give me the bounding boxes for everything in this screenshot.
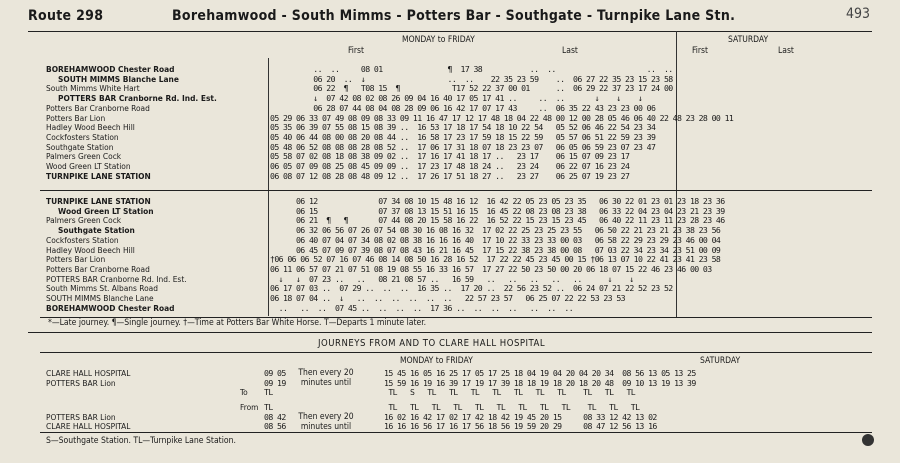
stop-times: .. .. .. 07 45 .. .. .. .. 17 36 .. .. .. .. .. .. .. bbox=[270, 302, 574, 313]
stop-times: 06 18 07 04 .. ↓ .. .. .. .. .. .. 22 57 23 57 06 25 07 22 22 53 23 53 bbox=[270, 293, 626, 303]
stop-label: Southgate Station bbox=[46, 141, 114, 152]
clare-times: 16 16 16 56 17 16 17 56 18 56 19 59 20 29 08 47 12 56 13 16 bbox=[384, 421, 657, 431]
stop-times: 05 40 06 44 08 00 08 20 08 44 .. 16 58 17 23 17 59 18 15 22 59 05 57 06 51 22 59 23 39 bbox=[270, 131, 656, 142]
stop-times: 06 40 07 04 07 34 08 02 08 38 16 16 16 40 17 10 22 33 23 33 00 03 06 58 22 29 23 29 23 46 00 04 bbox=[270, 234, 721, 245]
sat-heading: SATURDAY bbox=[728, 35, 769, 45]
clare-first-time: 08 42 bbox=[264, 411, 286, 422]
stop-times: 05 48 06 52 08 08 08 28 08 52 .. 17 06 17 31 18 07 18 23 23 07 06 05 06 59 23 07 23 47 bbox=[270, 141, 656, 152]
stop-label: Palmers Green Cock bbox=[46, 215, 122, 226]
stop-label: Potters Bar Lion bbox=[46, 254, 106, 265]
stop-times: 06 15 07 37 08 13 15 51 16 15 16 45 22 08 23 08 23 38 06 33 22 04 23 04 23 21 23 39 bbox=[270, 205, 725, 216]
stop-label: Cockfosters Station bbox=[46, 234, 119, 245]
stop-times: 06 28 07 44 08 04 08 28 09 06 16 42 17 07 17 43 .. 06 35 22 43 23 23 00 06 bbox=[270, 102, 656, 113]
stop-times: ↓ ↓ 07 23 .. .. 08 21 08 57 .. 16 59 .. .. .. .. .. ↓ ↓ bbox=[270, 273, 634, 284]
sat-first-label: First bbox=[692, 46, 709, 56]
route-title: Borehamwood - South Mimms - Potters Bar - Southgate - Turnpike Lane Stn. bbox=[172, 8, 736, 24]
stop-label: TURNPIKE LANE STATION bbox=[46, 170, 151, 181]
stop-label: TURNPIKE LANE STATION bbox=[46, 196, 151, 206]
clare-times: 15 45 16 05 16 25 17 05 17 25 18 04 19 04 20 04 20 34 08 56 13 05 13 25 bbox=[384, 368, 696, 378]
stop-times: †06 06 06 52 07 16 07 46 08 14 08 50 16 28 16 52 17 22 22 45 23 45 00 15 †06 13 07 10 22 41 23 41 23 58 bbox=[270, 254, 721, 265]
stop-label: POTTERS BAR Cranborne Rd. Ind. Est. bbox=[46, 273, 187, 284]
mf-last-label: Last bbox=[562, 46, 578, 56]
stop-times: .. .. 08 01 ¶ 17 38 .. .. .. .. bbox=[270, 64, 673, 74]
clare-top-rule bbox=[28, 332, 872, 333]
stop-label: BOREHAMWOOD Chester Road bbox=[46, 302, 175, 313]
stop-label: Potters Bar Lion bbox=[46, 112, 106, 123]
stop-times: 05 58 07 02 08 18 08 38 09 02 .. 17 16 17 41 18 17 .. 23 17 06 15 07 09 23 17 bbox=[270, 151, 630, 162]
stop-divider bbox=[268, 58, 269, 316]
stop-label: Potters Bar Cranborne Road bbox=[46, 102, 150, 113]
clare-heading: JOURNEYS FROM AND TO CLARE HALL HOSPITAL bbox=[318, 338, 546, 349]
stop-times: 06 12 07 34 08 10 15 48 16 12 16 42 22 05 23 05 23 35 06 30 22 01 23 01 23 18 23 36 bbox=[270, 196, 725, 206]
stop-times: 06 21 ¶ ¶ 07 44 08 20 15 58 16 22 16 52 22 15 23 15 23 45 06 40 22 11 23 11 23 28 23 46 bbox=[270, 215, 725, 226]
stop-label: BOREHAMWOOD Chester Road bbox=[46, 64, 175, 74]
clare-stop: From bbox=[240, 402, 259, 412]
clare-every-in: Then every 20 minutes until bbox=[298, 412, 354, 432]
stop-times: 06 11 06 57 07 21 07 51 08 19 08 55 16 33 16 57 17 27 22 50 23 50 00 20 06 18 07 15 22 46 23 46 00 03 bbox=[270, 263, 712, 274]
clare-first-time: TL bbox=[264, 387, 273, 397]
notes: *—Late journey. ¶—Single journey. †—Time at Potters Bar White Horse. T—Departs 1 minute later. bbox=[48, 318, 427, 328]
clare-first-time: 08 56 bbox=[264, 421, 286, 431]
stop-label: Cockfosters Station bbox=[46, 131, 119, 142]
clare-first-time: 09 05 bbox=[264, 368, 286, 378]
stop-times: 06 17 07 03 .. 07 29 .. .. .. 16 35 .. 17 20 .. 22 56 23 52 .. 06 24 07 21 22 52 23 52 bbox=[270, 283, 673, 294]
stop-label: Potters Bar Cranborne Road bbox=[46, 263, 150, 274]
stop-label: POTTERS BAR Cranborne Rd. Ind. Est. bbox=[58, 93, 217, 104]
clare-times: TL S TL TL TL TL TL TL TL TL TL TL bbox=[384, 387, 636, 397]
stop-times: 06 20 .. ↓ .. .. 22 35 23 59 .. 06 27 22 35 23 15 23 58 bbox=[270, 73, 673, 84]
sat-divider bbox=[676, 31, 677, 317]
clare-sat-heading: SATURDAY bbox=[700, 356, 741, 366]
stop-label: Hadley Wood Beech Hill bbox=[46, 122, 135, 133]
clare-mf-heading: MONDAY to FRIDAY bbox=[400, 356, 473, 366]
page-number: 493 bbox=[845, 6, 870, 22]
clare-times: TL TL TL TL TL TL TL TL TL TL TL TL bbox=[384, 402, 640, 412]
sat-last-label: Last bbox=[778, 46, 794, 56]
clare-stop: CLARE HALL HOSPITAL bbox=[46, 368, 131, 378]
clare-rule bbox=[40, 352, 872, 353]
stop-label: Wood Green LT Station bbox=[58, 205, 154, 216]
stop-times: 06 45 07 09 07 39 08 07 08 43 16 21 16 45 17 15 22 38 23 38 00 08 07 03 22 34 23 34 23 51 00 09 bbox=[270, 244, 721, 255]
stop-times: 05 29 06 33 07 49 08 09 08 33 09 11 16 47 17 12 17 48 18 04 22 48 00 12 00 28 05 46 06 40 22 48 23 28 00 11 bbox=[270, 112, 734, 123]
clare-stop: To bbox=[240, 387, 248, 397]
stop-times: 06 22 ¶ T08 15 ¶ T17 52 22 37 00 01 .. 06 29 22 37 23 17 24 00 bbox=[270, 83, 673, 94]
mf-first-label: First bbox=[348, 46, 365, 56]
clare-times: 16 02 16 42 17 02 17 42 18 42 19 45 20 15 08 33 12 42 13 02 bbox=[384, 411, 657, 422]
stop-times: 06 32 06 56 07 26 07 54 08 30 16 08 16 32 17 02 22 25 23 25 23 55 06 50 22 21 23 21 23 38 23 56 bbox=[270, 225, 721, 236]
stop-times: ↓ 07 42 08 02 08 26 09 04 16 40 17 05 17 41 .. .. .. ↓ ↓ ↓ bbox=[270, 93, 643, 104]
stop-times: 05 35 06 39 07 55 08 15 08 39 .. 16 53 17 18 17 54 18 10 22 54 05 52 06 46 22 54 23 34 bbox=[270, 122, 656, 133]
footer-note: S—Southgate Station. TL—Turnpike Lane Station. bbox=[46, 436, 236, 446]
mid-rule bbox=[40, 190, 872, 191]
stop-label: Wood Green LT Station bbox=[46, 161, 131, 171]
stop-label: Palmers Green Cock bbox=[46, 151, 122, 162]
header-rule bbox=[28, 31, 872, 32]
stop-label: SOUTH MIMMS Blanche Lane bbox=[46, 293, 154, 303]
clare-stop: POTTERS BAR Lion bbox=[46, 411, 116, 422]
stop-label: SOUTH MIMMS Blanche Lane bbox=[58, 73, 179, 84]
roundel-icon bbox=[862, 434, 874, 446]
footer-rule bbox=[40, 432, 872, 433]
mf-heading: MONDAY to FRIDAY bbox=[402, 35, 475, 45]
clare-stop: POTTERS BAR Lion bbox=[46, 377, 116, 388]
stop-times: 06 05 07 09 08 25 08 45 09 09 .. 17 23 17 48 18 24 .. 23 24 06 22 07 16 23 24 bbox=[270, 161, 630, 171]
clare-times: 15 59 16 19 16 39 17 19 17 39 18 18 19 18 20 18 20 48 09 10 13 19 13 39 bbox=[384, 377, 696, 388]
stop-times: 06 08 07 12 08 28 08 48 09 12 .. 17 26 17 51 18 27 .. 23 27 06 25 07 19 23 27 bbox=[270, 170, 630, 181]
clare-every-out: Then every 20 minutes until bbox=[298, 368, 354, 388]
stop-label: South Mimms White Hart bbox=[46, 83, 140, 94]
clare-stop: CLARE HALL HOSPITAL bbox=[46, 421, 131, 431]
route-number: Route 298 bbox=[28, 8, 104, 24]
stop-label: Hadley Wood Beech Hill bbox=[46, 244, 135, 255]
stop-label: Southgate Station bbox=[58, 225, 135, 236]
stop-label: South Mimms St. Albans Road bbox=[46, 283, 158, 294]
clare-first-time: 09 19 bbox=[264, 377, 286, 388]
clare-first-time: TL bbox=[264, 402, 273, 412]
